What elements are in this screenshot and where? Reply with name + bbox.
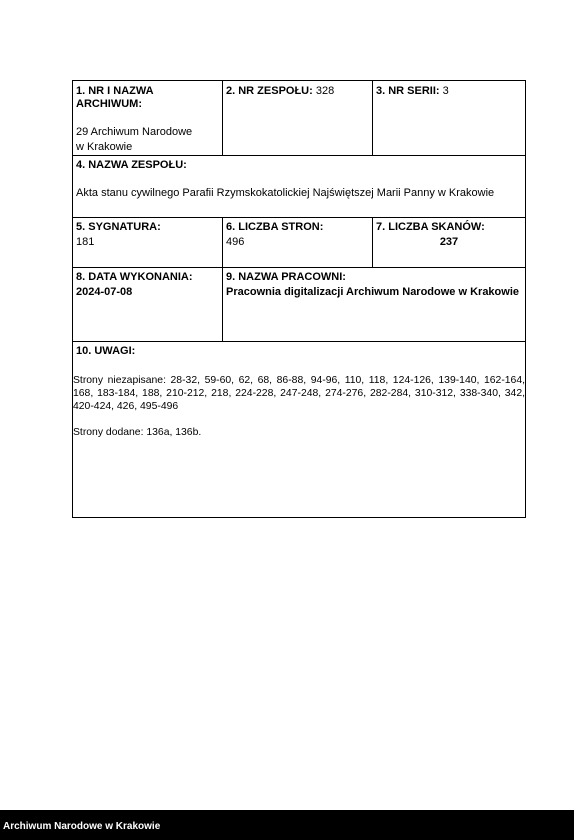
pages-cell — [223, 218, 372, 267]
scans-label: 7. LICZBA SKANÓW: — [376, 221, 485, 233]
notes-label: 10. UWAGI: — [76, 345, 136, 357]
footer-bar — [0, 810, 574, 840]
fonds-no-cell — [223, 82, 372, 155]
notes-added: Strony dodane: 136a, 136b. — [73, 427, 202, 438]
notes-unwritten: Strony niezapisane: 28-32, 59-60, 62, 68, 86-88, 94-96, 110, 118, 124-126, 139-140, 162-164, 168, 183-184, 188, 210-212, 218, 224-228, 247-248, 274-276, 282-284, 310-312, 338-340, 342, 420-424, 426, 495-496 — [73, 375, 525, 412]
series-no-value: 3 — [442, 85, 449, 97]
footer-text: Archiwum Narodowe w Krakowie — [3, 821, 161, 832]
date-value: 2024-07-08 — [76, 286, 133, 298]
signature-label: 5. SYGNATURA: — [76, 221, 161, 233]
series-no-cell — [373, 82, 525, 155]
date-cell — [73, 268, 222, 341]
studio-label: 9. NAZWA PRACOWNI: — [226, 271, 346, 283]
archive-label: 1. NR I NAZWA ARCHIWUM: — [76, 85, 154, 110]
fonds-name-cell — [73, 156, 525, 217]
scans-cell — [373, 218, 525, 267]
metadata-form — [72, 80, 526, 518]
studio-cell — [223, 268, 525, 341]
fonds-name-value: Akta stanu cywilnego Parafii Rzymskokatolickiej Najświętszej Marii Panny w Krakowie — [76, 187, 495, 199]
archive-value-line2: w Krakowie — [76, 141, 133, 153]
signature-value: 181 — [76, 236, 95, 248]
archive-value-line1: 29 Archiwum Narodowe — [76, 126, 193, 138]
notes-cell — [73, 342, 525, 517]
signature-cell — [73, 218, 222, 267]
fonds-no-value: 328 — [315, 85, 335, 97]
scans-value: 237 — [439, 236, 459, 248]
pages-label: 6. LICZBA STRON: — [226, 221, 324, 233]
date-label: 8. DATA WYKONANIA: — [76, 271, 193, 283]
fonds-name-label: 4. NAZWA ZESPOŁU: — [76, 159, 187, 171]
series-no-label: 3. NR SERII: — [376, 85, 440, 97]
studio-value: Pracownia digitalizacji Archiwum Narodowe w Krakowie — [226, 286, 519, 298]
pages-value: 496 — [226, 236, 245, 248]
fonds-no-label: 2. NR ZESPOŁU: — [226, 85, 313, 97]
archive-cell — [73, 82, 222, 155]
